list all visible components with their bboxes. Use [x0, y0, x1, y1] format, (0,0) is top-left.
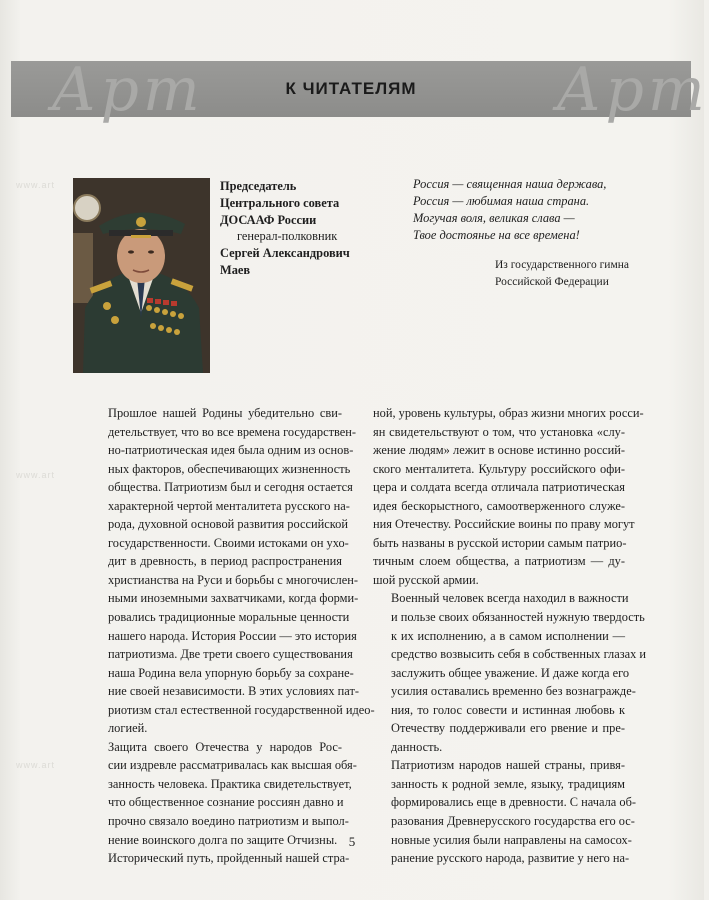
text-line: занность к родной земле, языку, традициям: [391, 776, 625, 791]
text-line: прочно связало воедино патриотизм и выпол-: [108, 814, 349, 829]
text-line: занность человека. Практика свидетельствует,: [108, 776, 352, 791]
text-line: дит в древность, в период распространения: [108, 554, 342, 569]
text-line: Отечеству поддерживали его рвение и пре-: [391, 721, 625, 736]
text-line: характерной чертой менталитета русского на-: [108, 498, 350, 513]
page-title: К ЧИТАТЕЛЯМ: [285, 79, 417, 98]
photo-caption: [220, 178, 360, 279]
caption-organization: ДОСААФ России: [220, 212, 317, 227]
text-line: и пользе своих обязанностей нужную твердость: [391, 610, 645, 625]
text-line: Военный человек всегда находил в важности: [391, 591, 629, 606]
text-line: тичным слоем общества, а патриотизм — ду-: [373, 554, 625, 569]
text-line: ранение русского народа, развитие у него на-: [391, 851, 630, 866]
caption-surname: Маев: [220, 262, 251, 277]
text-line: ных факторов, обеспечивающих жизненность: [108, 461, 351, 476]
caption-position: Председатель: [220, 179, 297, 193]
text-line: ния Отечеству. Российские воины по праву могут: [373, 517, 635, 532]
paragraph: [373, 404, 644, 589]
text-line: жение людям» лежит в основе истинно россий-: [373, 443, 625, 458]
caption-position: Центрального совета: [220, 195, 340, 210]
text-line: ского менталитета. Культуру российского офи-: [373, 461, 625, 476]
text-line: сии издревле рассматривалась как высшая обя-: [108, 758, 357, 773]
paragraph: [373, 756, 637, 867]
text-line: ной, уровень культуры, образ жизни многих росси-: [373, 406, 644, 420]
paragraph: [90, 849, 350, 868]
paragraph: [90, 404, 375, 738]
header-band: [11, 55, 709, 125]
text-line: Защита своего Отечества у народов Рос-: [108, 739, 342, 754]
header-watermark: Арт: [51, 55, 204, 125]
text-line: к их исполнению, а в самом исполнении —: [391, 628, 625, 643]
text-line: ния, то голос совести и истинная любовь к: [391, 702, 625, 717]
text-line: ными иноземными захватчиками, когда форми-: [108, 591, 359, 606]
text-line: Патриотизм народов нашей страны, привя-: [391, 758, 625, 773]
text-line: цера и солдата всегда отличала патриотическая: [373, 480, 625, 495]
text-line: Прошлое нашей Родины убедительно сви-: [108, 406, 342, 420]
text-line: данность.: [391, 739, 443, 754]
text-line: усилия оставались временно без вознагражде-: [391, 684, 636, 699]
epigraph-source: [495, 257, 635, 290]
text-line: заслужить общее уважение. И даже когда его: [391, 665, 630, 680]
text-line: шой русской армии.: [373, 572, 479, 587]
text-line: Исторический путь, пройденный нашей стра-: [108, 851, 350, 866]
text-line: нение воинского долга по защите Отчизны.: [108, 832, 338, 847]
side-watermark: www.art: [16, 180, 56, 190]
caption-rank: генерал-полковник: [237, 229, 338, 244]
text-line: но-патриотическая идея была одним из основ-: [108, 443, 354, 458]
text-line: нашего народа. История России — это история: [108, 628, 357, 643]
paragraph: [373, 589, 647, 756]
text-column-left: [90, 404, 375, 868]
text-line: риотизм стал естественной государственной идео-: [108, 702, 375, 717]
caption-name: Сергей Александрович: [220, 246, 350, 261]
page-number: 5: [348, 834, 356, 849]
text-line: разования Древнерусского государства его ос-: [391, 814, 635, 829]
anthem-line: Россия — любимая наша страна.: [413, 194, 590, 208]
text-line: наша Родина вела упорную борьбу за сохране-: [108, 665, 354, 680]
text-line: ние своей независимости. В этих условиях пат-: [108, 684, 359, 699]
header-watermark: Арт: [556, 55, 709, 125]
anthem-epigraph: [413, 176, 628, 244]
text-line: детельствует, что во все времена государствен-: [108, 424, 357, 439]
text-line: государственности. Своими истоками он ухо-: [108, 535, 349, 550]
text-line: что общественное сознание россиян давно и: [108, 795, 344, 810]
text-line: рода, духовной основой развития российской: [108, 517, 348, 532]
text-line: ян свидетельствуют о том, что установка «слу-: [373, 424, 625, 439]
side-watermark: www.art: [16, 760, 56, 770]
text-line: быть названы в русской истории самым патрио-: [373, 535, 627, 550]
anthem-line: Могучая воля, великая слава —: [413, 211, 575, 225]
text-line: новные усилия были направлены на самосох-: [391, 832, 632, 847]
portrait-photo: [73, 178, 210, 373]
paragraph: [90, 738, 357, 849]
text-column-right: [373, 404, 647, 868]
anthem-line: Твое достоянье на все времена!: [413, 228, 580, 242]
text-line: христианства на Руси и борьбы с многочислен-: [108, 572, 358, 587]
text-line: средство возвысить себя в собственных глазах и: [391, 647, 647, 662]
text-line: ровались традиционные моральные ценности: [108, 610, 350, 625]
side-watermark: www.art: [16, 470, 56, 480]
source-line: Российской Федерации: [495, 275, 609, 288]
text-line: формировались еще в древности. С начала об-: [391, 795, 637, 810]
source-line: Из государственного гимна: [495, 259, 629, 271]
text-line: идея бескорыстного, самоотверженного служе-: [373, 498, 625, 513]
anthem-line: Россия — священная наша держава,: [413, 177, 607, 191]
text-line: патриотизма. Две трети своего существования: [108, 647, 353, 662]
text-line: общества. Патриотизм был и сегодня остается: [108, 480, 353, 495]
text-line: логией.: [108, 721, 148, 736]
